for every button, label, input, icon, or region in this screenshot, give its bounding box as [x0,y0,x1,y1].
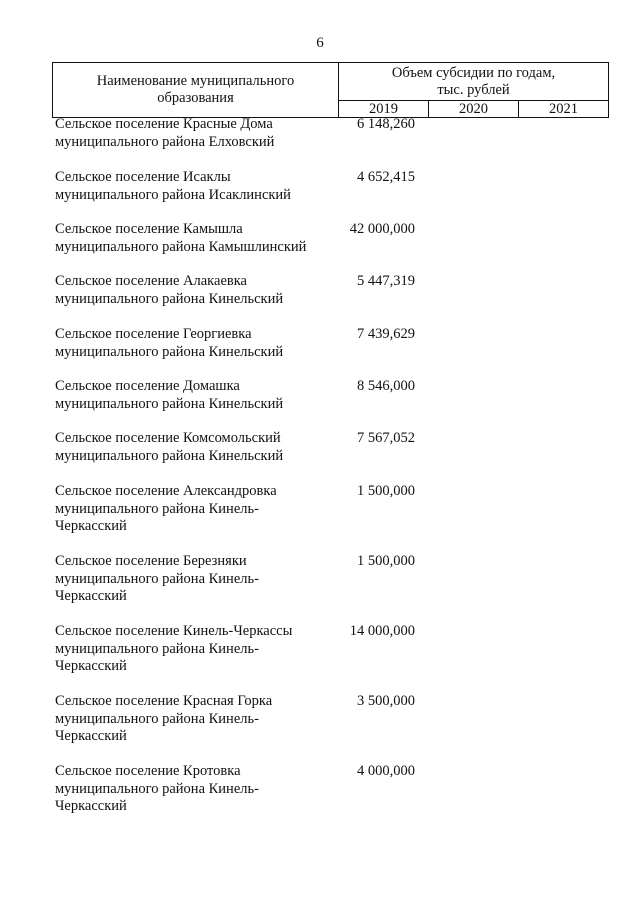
value-2019: 3 500,000 [357,693,415,709]
municipality-header-line-2: образования [157,90,234,106]
municipality-name [55,483,330,536]
name-line: Сельское поселение Комсомольский [55,430,281,446]
name-line: Сельское поселение Георгиевка [55,326,252,342]
name-line: муниципального района Кинельский [55,290,284,307]
name-line: Черкасский [55,518,127,534]
volume-header-line-2: тыс. рублей [437,81,510,98]
subsidy-table-header [52,62,609,118]
value-2019: 42 000,000 [349,221,415,237]
year-2020-header: 2020 [429,101,519,118]
name-line: Сельское поселение Кинель-Черкассы [55,623,293,639]
name-line: муниципального района Кинель- [55,780,259,797]
name-line: Сельское поселение Александровка [55,483,277,499]
value-2019: 7 567,052 [357,430,415,446]
name-line: муниципального района Кинельский [55,343,284,360]
name-line: Сельское поселение Березняки [55,553,247,569]
year-2021-header: 2021 [519,101,609,118]
municipality-header-line-1: Наименование муниципального [96,73,295,89]
municipality-name [55,430,330,465]
name-line: Сельское поселение Кротовка [55,763,241,779]
name-line: муниципального района Кинель- [55,500,259,517]
name-line: муниципального района Елховский [55,133,275,150]
value-2019: 5 447,319 [357,273,415,289]
name-line: муниципального района Камышлинский [55,238,307,255]
name-line: Сельское поселение Исаклы [55,169,231,185]
year-2019-header: 2019 [339,101,429,118]
value-2019: 4 000,000 [357,763,415,779]
value-2019: 1 500,000 [357,553,415,569]
name-line: Сельское поселение Красные Дома [55,116,273,132]
name-line: Черкасский [55,728,127,744]
name-line: Сельское поселение Домашка [55,378,240,394]
value-2019: 4 652,415 [357,169,415,185]
municipality-name [55,693,330,746]
municipality-name [55,623,330,676]
name-line: Сельское поселение Алакаевка [55,273,247,289]
name-line: муниципального района Кинельский [55,395,284,412]
name-line: муниципального района Кинель- [55,710,259,727]
subsidy-volume-header [339,63,609,101]
municipality-name [55,326,330,361]
municipality-name [55,221,330,256]
municipality-name [55,378,330,413]
municipality-name [55,553,330,606]
name-line: Черкасский [55,658,127,674]
municipality-name [55,169,330,204]
name-line: Сельское поселение Камышла [55,221,243,237]
municipality-column-header [53,63,339,118]
name-line: Черкасский [55,798,127,814]
value-2019: 8 546,000 [357,378,415,394]
municipality-name [55,116,330,151]
value-2019: 7 439,629 [357,326,415,342]
name-line: Сельское поселение Красная Горка [55,693,273,709]
name-line: Черкасский [55,588,127,604]
name-line: муниципального района Исаклинский [55,186,291,203]
municipality-name [55,273,330,308]
name-line: муниципального района Кинель- [55,570,259,587]
volume-header-line-1: Объем субсидии по годам, [391,64,556,81]
page-number: 6 [316,35,324,51]
name-line: муниципального района Кинельский [55,447,284,464]
name-line: муниципального района Кинель- [55,640,259,657]
value-2019: 6 148,260 [357,116,415,132]
value-2019: 14 000,000 [349,623,415,639]
municipality-name [55,763,330,816]
value-2019: 1 500,000 [357,483,415,499]
